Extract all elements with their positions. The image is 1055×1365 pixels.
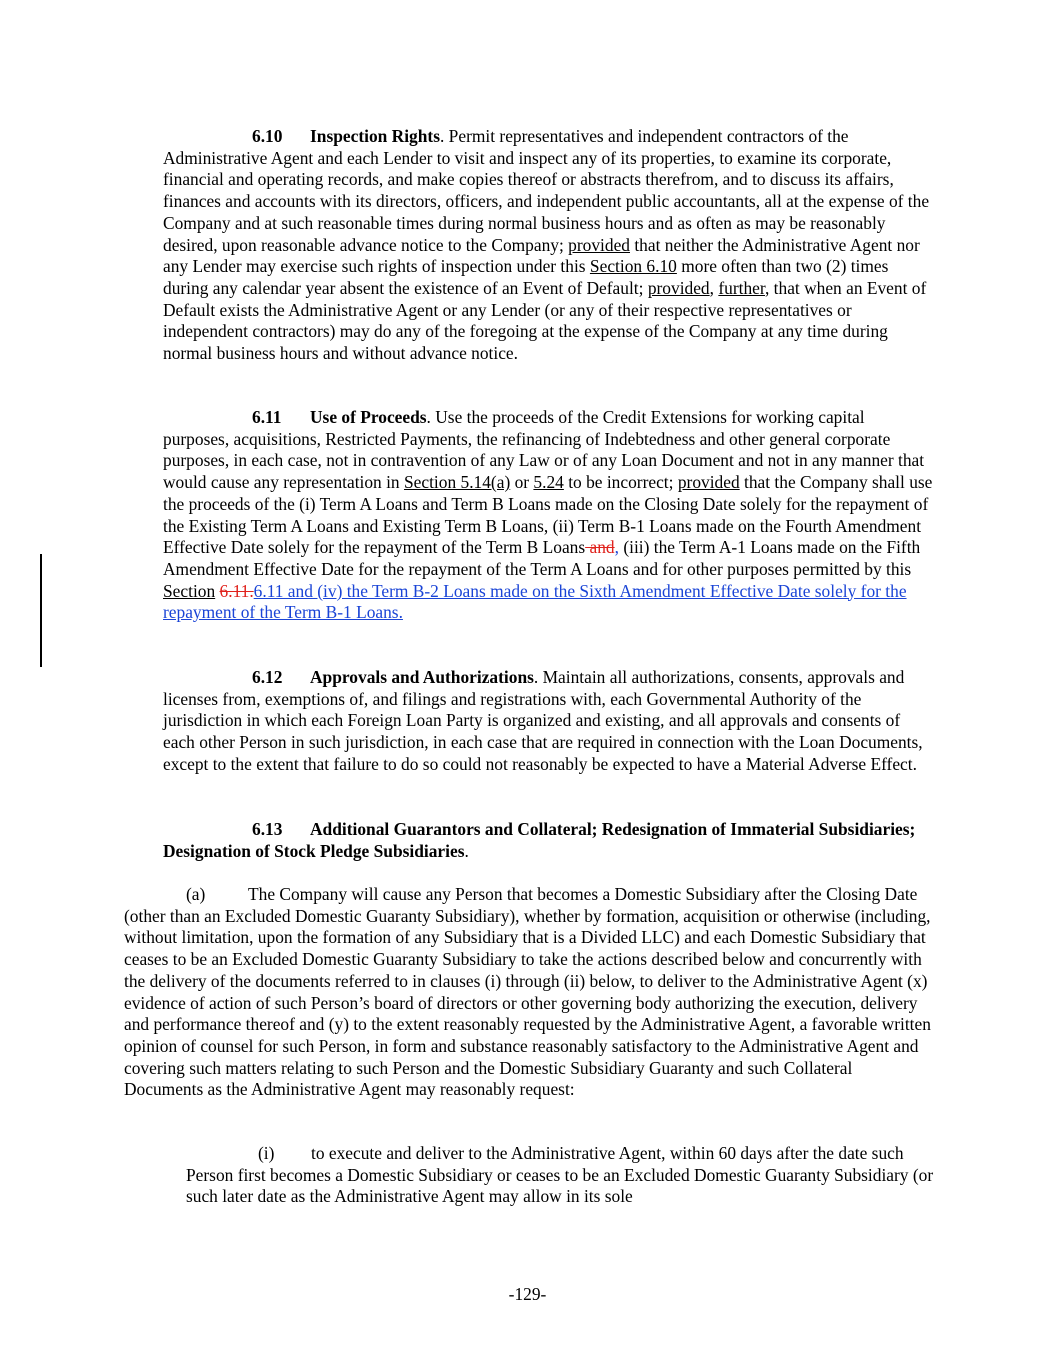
further-term: further [718,277,765,298]
section-6-13 [163,819,935,862]
provided-term: provided [677,472,740,493]
body-text: or [510,472,534,493]
section-number: 6.13 [252,819,283,839]
section-number: 6.10 [252,126,283,146]
section-heading: Approvals and Authorizations [310,667,534,687]
body-text: . Use the proceeds of the Credit Extensions for working capital purposes, acquisitions, Restricted Payments, the refinancing of Indebtedness and other general corporate purposes, in each case, not in contravention of any Law or of any Loan Document and not in any manner that would cause any representation in [163,407,925,493]
paragraph-a [124,884,935,1101]
provided-term: provided [647,277,710,298]
change-bar [40,554,42,667]
deleted-text: and [585,537,615,558]
body-text: to execute and deliver to the Administrative Agent, within 60 days after the date such Person first becomes a Domestic Subsidiary or ceases to be an Excluded Domestic Guaranty Subsidiary (or such later date as the Administrative Agent may allow in its sole [186,1143,934,1207]
body-text: The Company will cause any Person that becomes a Domestic Subsidiary after the Closing Date (other than an Excluded Domestic Guaranty Subsidiary), whether by formation, acquisition or otherwise (including, without limitation, upon the formation of any Subsidiary that is a Divided LLC) and each Domestic Subsidiary that ceases to be an Excluded Domestic Guaranty Subsidiary to take the actions described below and concurrently with the delivery of the documents referred to in clauses (i) through (ii) below, to deliver to the Administrative Agent (x) evidence of action of such Person’s board of directors or other governing body authorizing the execution, delivery and performance thereof and (y) to the extent reasonably requested by the Administrative Agent, a favorable written opinion of counsel for such Person, in form and substance reasonably satisfactory to the Administrative Agent and covering such matters relating to such Person and the Domestic Subsidiary Guaranty and such Collateral Documents as the Administrative Agent may reasonably request: [124,884,931,1100]
body-text: that the Company shall use the proceeds of the (i) Term A Loans and Term B Loans made on the Closing Date solely for the repayment of the Existing Term A Loans and Existing Term B Loans, (ii) Term B-1 Loans made on the Fourth Amendment Effective Date solely for the repayment of the Term B Loans [163,472,933,558]
section-reference: Section 5.14(a) [403,472,511,493]
body-text: (iii) the Term A-1 Loans made on the Fifth Amendment Effective Date for the repayment of the Term A Loans and for other purposes permitted by this [163,537,921,579]
body-text: . Maintain all authorizations, consents, approvals and licenses from, exemptions of, and filings and registrations with, each Governmental Authority of the jurisdiction in which each Foreign Loan Party is organized and existing, and all approvals and consents of each other Person in such jurisdiction, in each case that are required in connection with the Loan Documents, except to the extent that failure to do so could not reasonably be expected to have a Material Adverse Effect. [163,667,923,774]
body-text: , [709,277,719,298]
clause-i [186,1143,935,1208]
page-number: -129- [508,1284,547,1304]
section-number: 6.11 [252,407,282,427]
section-reference: Section [163,580,216,601]
section-heading: Use of Proceeds [310,407,427,427]
body-text: . Permit representatives and independent contractors of the Administrative Agent and each Lender to visit and inspect any of its properties, to examine its corporate, financial and operating records, and make copies thereof or abstracts therefrom, and to discuss its affairs, finances and accounts with its directors, officers, and independent public accountants, all at the expense of the Company and at such reasonable times during normal business hours and as often as may be reasonably desired, upon reasonable advance notice to the Company; [163,126,930,255]
section-6-11 [163,407,935,624]
section-reference: Section 6.10 [589,256,677,277]
body-text: , that when an Event of Default exists the Administrative Agent or any Lender (or any of their respective representatives or independent contractors) may do any of the foregoing at the expense of the Company at any time during normal business hours and without advance notice. [163,277,927,364]
paragraph-label: (a) [186,884,206,904]
body-text: that neither the Administrative Agent nor any Lender may exercise such rights of inspection under this [163,234,920,277]
inserted-text: , [614,537,619,558]
inserted-text: 6.11 and (iv) the Term B-2 Loans made on the Sixth Amendment Effective Date solely for the repayment of the Term B-1 Loans. [163,580,907,623]
section-heading: Inspection Rights [310,126,440,146]
deleted-text: 6.11. [219,580,254,601]
section-6-10 [163,126,935,365]
body-text: more often than two (2) times during any calendar year absent the existence of an Event of Default; [163,256,889,298]
clause-label: (i) [258,1143,275,1163]
body-text: . [464,840,469,861]
section-reference: 5.24 [533,472,564,493]
body-text: to be incorrect; [563,472,678,493]
provided-term: provided [568,234,630,255]
section-6-12 [163,667,935,776]
section-heading: Additional Guarantors and Collateral; Redesignation of Immaterial Subsidiaries; Designation of Stock Pledge Subsidiaries [163,819,916,861]
section-number: 6.12 [252,667,283,687]
